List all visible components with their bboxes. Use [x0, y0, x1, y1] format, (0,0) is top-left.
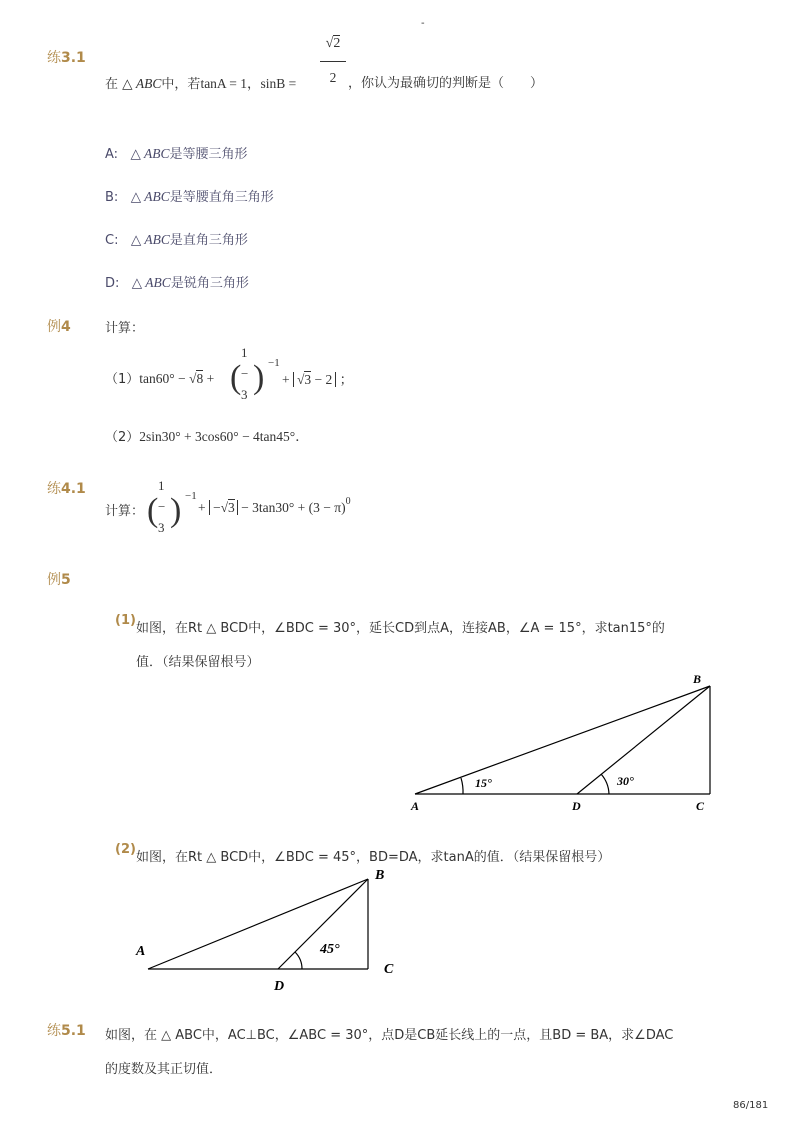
label-b: B [375, 868, 385, 883]
segment-ab [415, 686, 710, 794]
figure-2 [130, 862, 410, 997]
tag-practice-4-1: 练4.1 [47, 481, 86, 497]
tag-practice-3-1 [47, 47, 86, 67]
practice-4-1-tail: + $-√3 - 3\tan 30^\circ + (3 - \pi)^0$ [198, 496, 351, 515]
label-d: D [274, 979, 285, 994]
top-mark: - [421, 18, 425, 29]
question-3-1: 在 △ ABC中，若tanA = 1，sinB = [105, 76, 297, 92]
label-c: C [384, 962, 394, 977]
tag-number: 3.1 [61, 50, 86, 66]
tag-example-5: 例5 [47, 572, 71, 588]
tag-example-4: 例4 [47, 319, 71, 335]
example-4-q1-tail: + √3 − 2 ； [282, 372, 354, 388]
example-4-q1: （1）tan60° − √8 + [105, 371, 215, 387]
label-b: B [693, 672, 702, 686]
fraction-sqrt2-over-2: √2 2 [320, 36, 346, 86]
angle-label-d: 30° [617, 774, 634, 788]
option-d[interactable]: D: △ ABC是锐角三角形 [105, 275, 249, 291]
figure-1 [405, 668, 730, 818]
example-4-q2: （2）2sin30° + 3cos60° − 4tan45°． [105, 429, 309, 445]
tag-prefix: 练 [47, 50, 61, 66]
label-a: A [411, 799, 420, 813]
option-b[interactable]: B: △ ABC是等腰直角三角形 [105, 189, 274, 205]
example-5-q1-line2: 值．（结果保留根号） [136, 655, 260, 670]
label-c: C [696, 799, 705, 813]
label-a: A [136, 944, 146, 959]
tag-practice-5-1: 练5.1 [47, 1023, 86, 1039]
example-5-q1-number: (1) [115, 613, 136, 628]
option-c[interactable]: C: △ ABC是直角三角形 [105, 232, 248, 248]
practice-5-1-line1: 如图，在 △ ABC中，AC⊥BC，∠ABC = 30°，点D是CB延长线上的一点，且BD = BA，求∠DAC [105, 1028, 674, 1043]
angle-label-a: 15° [475, 776, 492, 790]
segment-bd [577, 686, 710, 794]
example-4-prompt: 计算： [105, 321, 145, 336]
practice-4-1-prompt: 计算： [105, 504, 145, 519]
angle-label-d: 45° [320, 942, 340, 957]
example-5-q2-line: 如图，在Rt △ BCD中，∠BDC = 45°，BD=DA，求tanA的值．（结果保留根号） [136, 850, 611, 865]
page-number: 86/181 [733, 1100, 769, 1111]
label-d: D [572, 799, 581, 813]
angle-arc-a [461, 778, 463, 794]
question-3-1-end: ，你认为最确切的判断是（ ） [348, 76, 544, 91]
practice-5-1-line2: 的度数及其正切值． [105, 1062, 223, 1077]
example-5-q2-number: (2) [115, 842, 136, 857]
example-5-q1-line1: 如图，在Rt △ BCD中，∠BDC = 30°，延长CD到点A，连接AB，∠A = 15°，求tan15°的 [136, 621, 665, 636]
angle-arc-d [295, 952, 302, 969]
angle-arc-d [601, 774, 609, 794]
option-a[interactable]: A: △ ABC是等腰三角形 [105, 146, 248, 162]
